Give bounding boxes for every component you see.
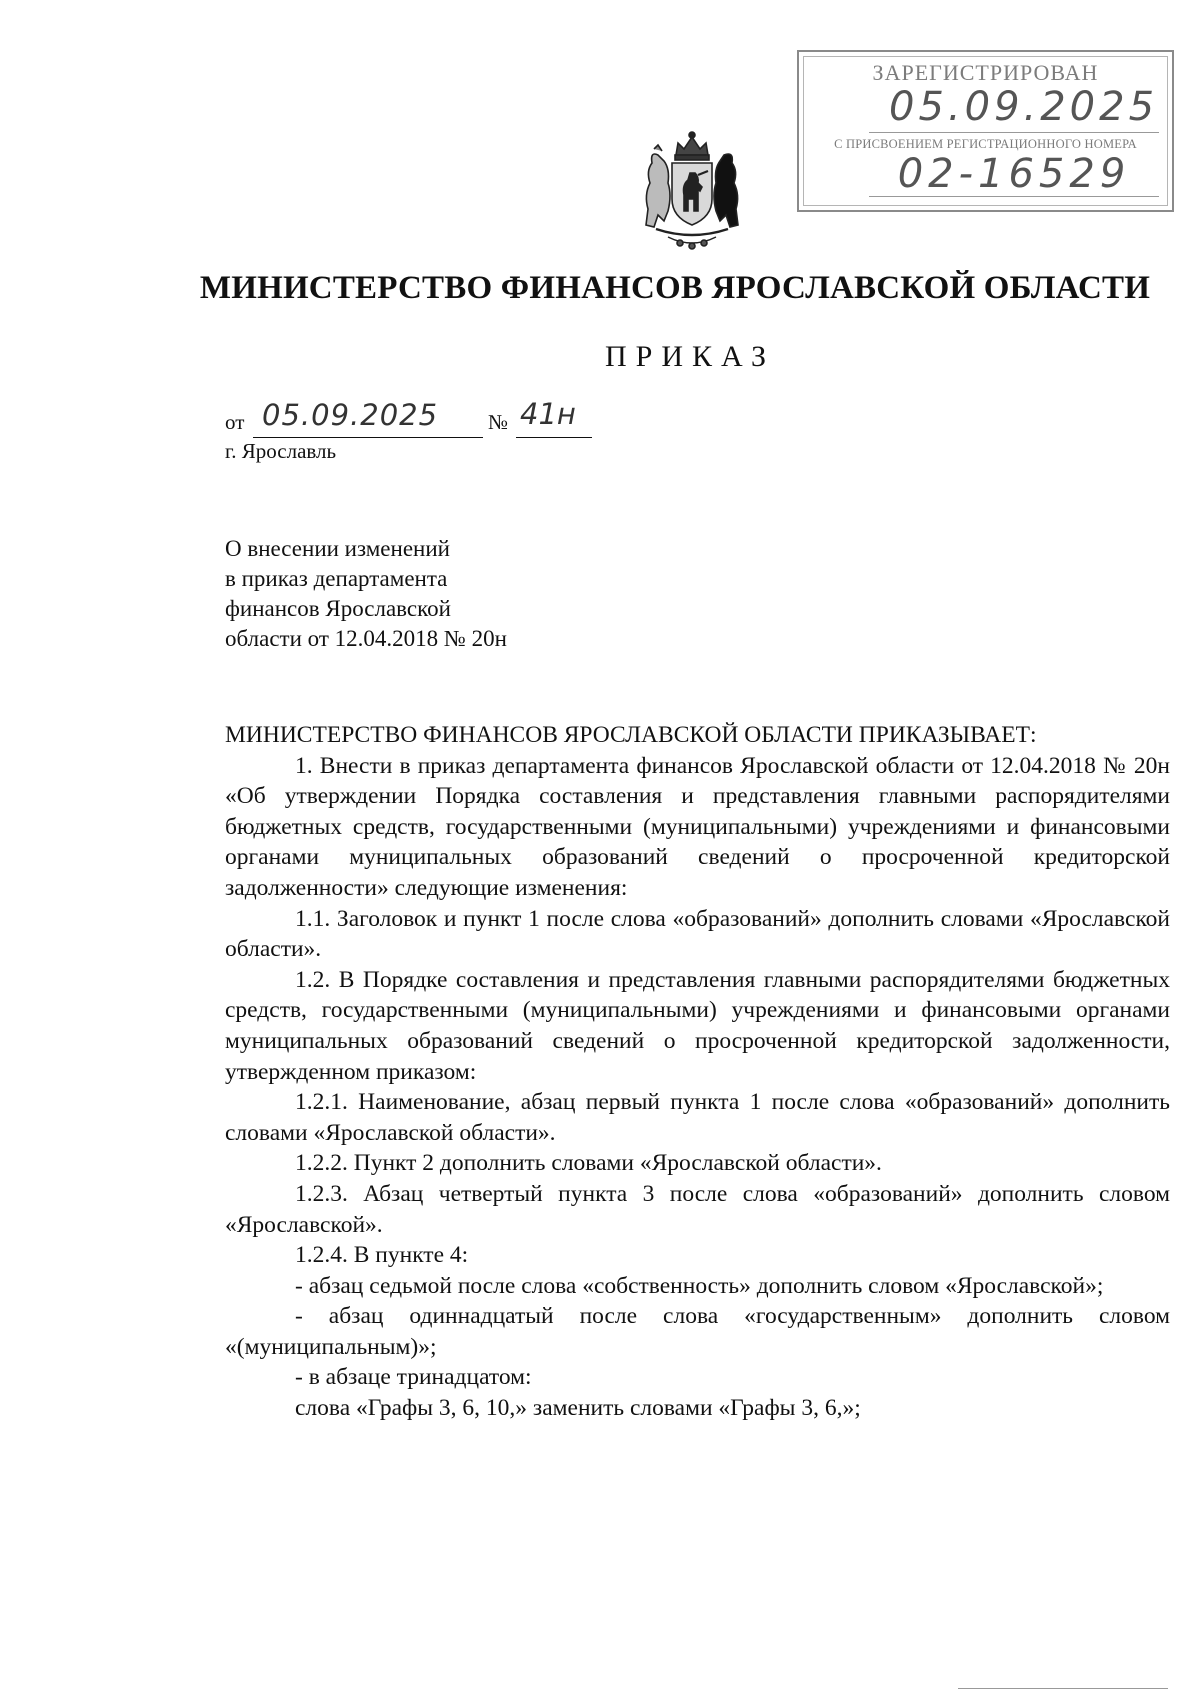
paragraph: 1.1. Заголовок и пункт 1 после слова «образований» дополнить словами «Ярославской области». <box>225 905 1170 963</box>
paragraph: 1.2.1. Наименование, абзац первый пункта 1 после слова «образований» дополнить словами «Ярославской области». <box>225 1089 1170 1146</box>
paragraph: 1.2.2. Пункт 2 дополнить словами «Ярославской области». <box>295 1150 882 1177</box>
paragraph: 1.2.4. В пункте 4: <box>295 1242 469 1269</box>
registration-stamp <box>797 50 1174 212</box>
stamp-date-line <box>869 132 1159 133</box>
document-type: ПРИКАЗ <box>605 340 775 373</box>
subject-line: области от 12.04.2018 № 20н <box>225 626 507 651</box>
subject-line: в приказ департамента <box>225 566 448 591</box>
number-underline <box>516 437 592 438</box>
date-underline <box>253 437 483 438</box>
stamp-title: ЗАРЕГИСТРИРОВАН <box>872 60 1099 85</box>
stamp-number-line <box>869 196 1159 197</box>
stamp-subtitle: С ПРИСВОЕНИЕМ РЕГИСТРАЦИОННОГО НОМЕРА <box>834 137 1137 151</box>
paragraph: слова «Графы 3, 6, 10,» заменить словами «Графы 3, 6,»; <box>295 1395 861 1422</box>
ministry-title: МИНИСТЕРСТВО ФИНАНСОВ ЯРОСЛАВСКОЙ ОБЛАСТИ <box>199 270 1151 306</box>
handwritten-number: 41н <box>520 397 576 431</box>
coat-of-arms-icon <box>628 125 756 255</box>
paragraph: - абзац седьмой после слова «собственность» дополнить словом «Ярославской»; <box>295 1272 1104 1299</box>
date-label: от <box>225 410 245 434</box>
paragraph: 1.2. В Порядке составления и представления главными распорядителями бюджетных средств, государственными (муниципальными) учреждениями и финансовыми органами муниципальных образований сведений о просроченной кредиторской задолженности, утвержденном приказом: <box>225 966 1170 1085</box>
city: г. Ярославль <box>225 439 337 463</box>
paragraph: 1.2.3. Абзац четвертый пункта 3 после слова «образований» дополнить словом «Ярославской». <box>225 1180 1170 1238</box>
footer-divider <box>958 1688 1168 1689</box>
document-subject <box>225 534 507 654</box>
paragraph: 1. Внести в приказ департамента финансов Ярославской области от 12.04.2018 № 20н «Об утверждении Порядка составления и представления главными распорядителями бюджетных средств, государственными (муниципальными) учреждениями и финансовыми органами муниципальных образований сведений о просроченной кредиторской задолженности» следующие изменения: <box>225 752 1170 901</box>
document-body <box>225 720 1170 1424</box>
number-label: № <box>488 410 509 434</box>
stamp-number: 02-16529 <box>897 151 1131 197</box>
subject-line: О внесении изменений <box>225 536 450 561</box>
stamp-date: 05.09.2025 <box>889 84 1159 130</box>
paragraph: - абзац одиннадцатый после слова «государственным» дополнить словом «(муниципальным)»; <box>225 1303 1170 1360</box>
paragraph: - в абзаце тринадцатом: <box>295 1364 532 1391</box>
handwritten-date: 05.09.2025 <box>262 398 439 432</box>
orders-line: МИНИСТЕРСТВО ФИНАНСОВ ЯРОСЛАВСКОЙ ОБЛАСТИ ПРИКАЗЫВАЕТ: <box>225 722 1037 748</box>
subject-line: финансов Ярославской <box>225 596 451 621</box>
